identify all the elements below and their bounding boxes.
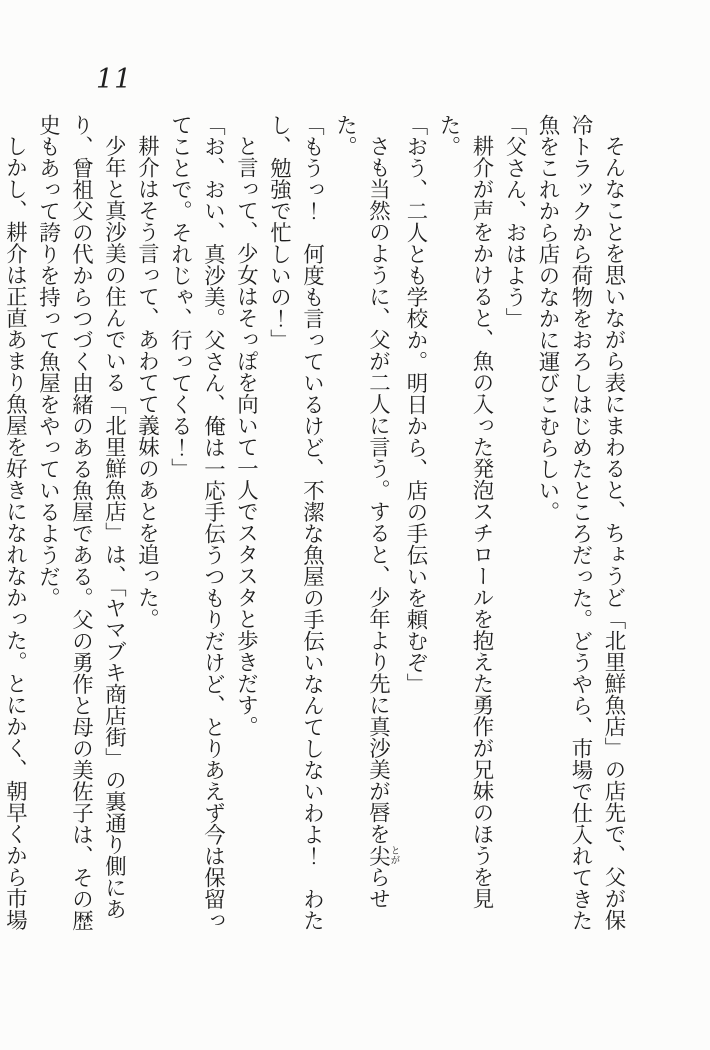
text-line: 「もうっ！ 何度も言っているけど、不潔な魚屋の手伝いなんてしないわよ！ わた bbox=[299, 114, 325, 931]
text-line: そんなことを思いながら表にまわると、ちょうど「北里鮮魚店」の店先で、父が保 bbox=[601, 135, 626, 931]
text-line: 「お、おい、真沙美。父さん、俺は一応手伝うつもりだけど、とりあえず今は保留っ bbox=[200, 114, 226, 931]
text-line: 冷トラックから荷物をおろしはじめたところだった。どうやら、市場で仕入れてきた bbox=[568, 114, 593, 931]
text-line: 魚をこれから店のなかに運びこむらしい。 bbox=[535, 114, 560, 523]
text-line: 耕介はそう言って、あわてて義妹のあとを追った。 bbox=[134, 135, 160, 630]
text-line: と言って、少女はそっぽを向いて一人でスタスタと歩きだす。 bbox=[233, 135, 259, 738]
text-line: 「父さん、おはよう」 bbox=[502, 114, 527, 329]
text-line: 少年と真沙美の住んでいる「北里鮮魚店」は、「ヤマブキ商店街」の裏通り側にあ bbox=[101, 135, 127, 921]
ruby-annotated-text: 尖とが bbox=[365, 844, 400, 867]
text-line: 史もあって誇りを持って魚屋をやっているようだ。 bbox=[35, 114, 61, 609]
text-line: 「おう、二人とも学校か。明日から、店の手伝いを頼むぞ」 bbox=[403, 114, 428, 695]
text-line: 耕介が声をかけると、魚の入った発泡スチロールを抱えた勇作が兄妹のほうを見た。 bbox=[436, 114, 494, 910]
page-number: 11 bbox=[96, 64, 133, 95]
text-line: しかし、耕介は正直あまり魚屋を好きになれなかった。とにかく、朝早くから市場 bbox=[2, 135, 28, 931]
text-line: さも当然のように、父が二人に言う。すると、少年より先に真沙美が唇を尖とがらせた。 bbox=[332, 114, 400, 910]
text-line: り、曾祖父の代からつづく由緒のある魚屋である。父の勇作と母の美佐子は、その歴 bbox=[68, 114, 94, 931]
text-line: てことで。それじゃ、行ってくる！」 bbox=[167, 114, 193, 480]
text-line: し、勉強で忙しいの！」 bbox=[266, 114, 292, 351]
text-block bbox=[0, 114, 630, 942]
